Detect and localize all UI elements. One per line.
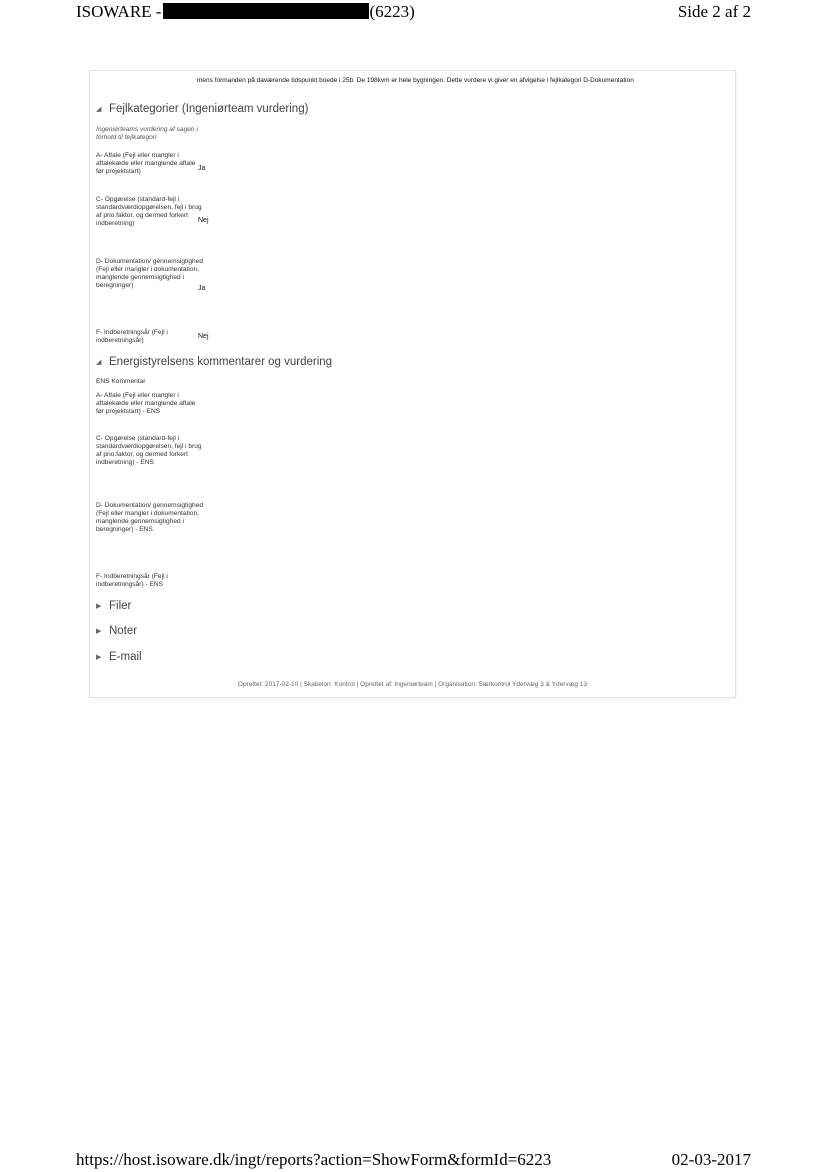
expand-triangle-icon: ▶ [96,628,102,635]
ens-comment-label: ENS Kommentar [96,378,146,385]
ens-label-f: F- Indberetningsår (Fejl i indberetningsår) - ENS [96,573,168,589]
fejl-value-a: Ja [198,165,206,172]
section-ens-header[interactable] [96,355,332,369]
form-ref: (6223) [369,2,415,21]
section-title: Filer [109,600,132,612]
print-date: 02-03-2017 [671,1150,751,1169]
fejl-intro: Ingeniørteams vurdering af sagen i forhold til fejlkategori [96,126,198,142]
fejl-label-f: F- Indberetningsår (Fejl i indberetningsår) [96,329,168,345]
fejl-label-d: D- Dokumentation/ gennemsigtighed (Fejl eller mangler i dokumentation, manglende gennemsigtighed i beregninger) [96,258,204,290]
page-number: Side 2 af 2 [677,2,751,21]
ens-label-d: D- Dokumentation/ gennemsigtighed (Fejl eller mangler i dokumentation, manglende gennemsigtighed i beregninger) - ENS [96,502,204,534]
collapse-triangle-icon: ◢ [96,106,102,113]
section-title: Fejlkategorier (Ingeniørteam vurdering) [109,103,309,115]
section-title: E-mail [109,651,142,663]
fejl-value-c: Nej [198,217,209,224]
fejl-value-d: Ja [198,285,206,292]
section-noter-header[interactable] [96,624,137,638]
fejl-value-f: Nej [198,333,209,340]
section-title: Energistyrelsens kommentarer og vurdering [109,356,333,368]
expand-triangle-icon: ▶ [96,654,102,661]
expand-triangle-icon: ▶ [96,603,102,610]
fejl-label-c: C- Opgørelse (standard-fejl i standardværdiopgørelsen, fejl i brug af prio.faktor, og dermed forkert indberetning) [96,196,202,228]
ens-label-c: C- Opgørelse (standard-fejl i standardværdiopgørelsen, fejl i brug af prio.faktor, og dermed forkert indberetning) - ENS [96,435,202,467]
redaction-bar [163,3,369,19]
form-card [89,70,736,698]
print-url: https://host.isoware.dk/ingt/reports?action=ShowForm&formId=6223 [76,1150,552,1169]
continuation-text: mens formanden på daværende tidspunkt boede i 25b. De 198kvm er hele bygningen. Dette vurdere vi giver en afvigelse i fejlkategori D-Dokumentation [197,77,634,84]
print-header-title [76,2,415,22]
ens-label-a: A- Aftale (Fejl eller mangler i aftalekæde eller manglende aftale før projektstart) - ENS [96,392,196,416]
section-title: Noter [109,625,138,637]
fejl-label-a: A- Aftale (Fejl eller mangler i aftalekæde eller manglende aftale før projektstart) [96,152,196,176]
app-prefix: ISOWARE - [76,2,162,21]
section-fejlkategorier-header[interactable] [96,102,308,116]
section-email-header[interactable] [96,650,142,664]
print-header [0,2,827,24]
section-filer-header[interactable] [96,599,131,613]
form-meta-footer: Oprettet: 2017-02-10 | Skabelon: Kontrol | Oprettet af: Ingeniørteam | Organisation: Særkontrol Ydervæg 3 & Ydervæg 13 [237,681,588,688]
collapse-triangle-icon: ◢ [96,359,102,366]
